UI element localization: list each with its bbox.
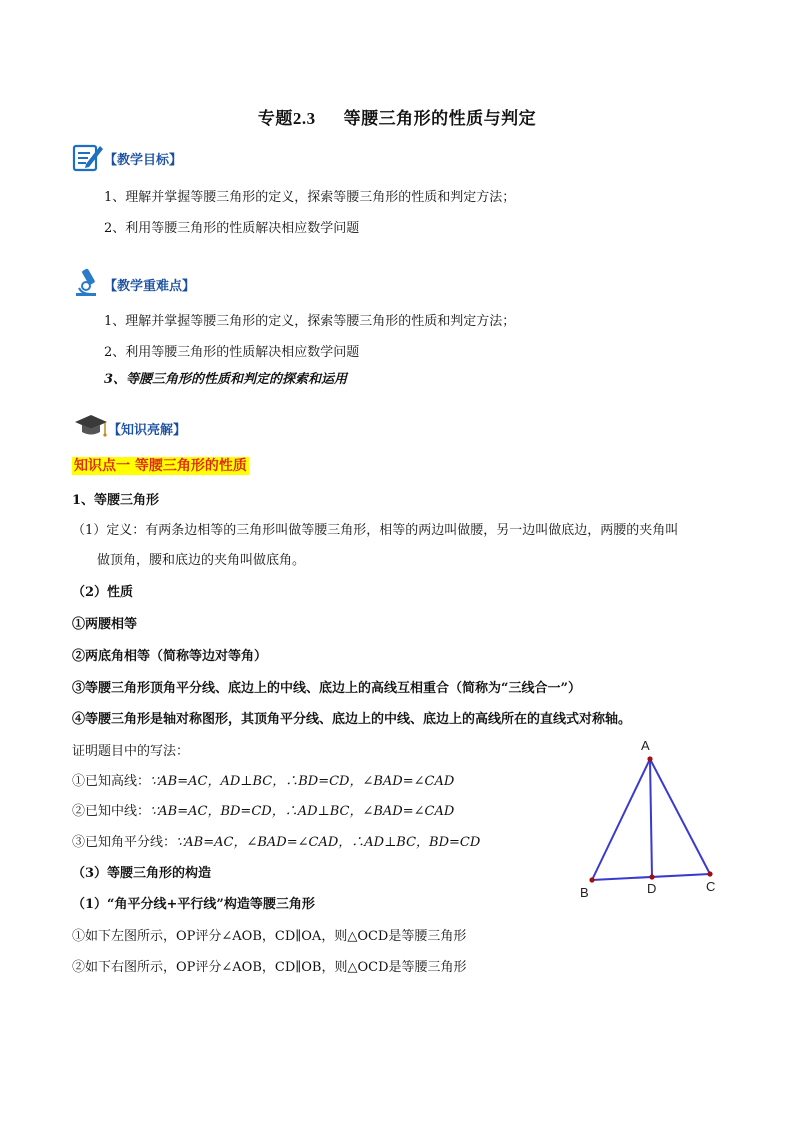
proof-bisector-expr: ∵AB=AC，∠BAD=∠CAD，∴AD⊥BC，BD=CD bbox=[176, 835, 481, 850]
property-4: ④等腰三角形是轴对称图形，其顶角平分线、底边上的中线、底边上的高线所在的直线式对称轴。 bbox=[72, 712, 632, 727]
point-b bbox=[589, 877, 594, 882]
key-point-1: 1、理解并掌握等腰三角形的定义，探索等腰三角形的性质和判定方法； bbox=[104, 314, 516, 329]
definition-line-2: 做顶角，腰和底边的夹角叫做底角。 bbox=[97, 553, 306, 568]
graduation-cap-icon bbox=[73, 412, 109, 444]
definition-line-1: （1）定义：有两条边相等的三角形叫做等腰三角形，相等的两边叫做腰，另一边叫做底边，两腰的夹角叫 bbox=[72, 523, 679, 538]
construct-subheading: （1）“角平分线+平行线”构造等腰三角形 bbox=[72, 897, 315, 912]
construct-heading: （3）等腰三角形的构造 bbox=[72, 866, 212, 881]
point-c bbox=[707, 871, 712, 876]
title-number: 2.3 bbox=[292, 109, 316, 128]
proof-bisector-label: ③已知角平分线： bbox=[72, 835, 177, 850]
label-c: C bbox=[706, 879, 716, 894]
microscope-icon bbox=[72, 266, 104, 302]
proof-median-label: ②已知中线： bbox=[72, 804, 151, 819]
side-ab bbox=[592, 759, 650, 880]
notepad-pencil-icon bbox=[72, 142, 104, 176]
proof-altitude-label: ①已知高线： bbox=[72, 774, 151, 789]
subsection-isosceles: 1、等腰三角形 bbox=[72, 493, 160, 508]
page-title bbox=[0, 104, 794, 129]
proof-altitude-expr: ∵AB=AC，AD⊥BC，∴BD=CD，∠BAD=∠CAD bbox=[150, 774, 455, 789]
properties-heading: （2）性质 bbox=[72, 585, 134, 600]
key-point-2: 2、利用等腰三角形的性质解决相应数学问题 bbox=[104, 345, 360, 360]
knowledge-point-title-wrap bbox=[72, 455, 249, 475]
proof-bisector bbox=[72, 831, 480, 850]
key-points-heading: 【教学重难点】 bbox=[104, 279, 196, 294]
title-text: 等腰三角形的性质与判定 bbox=[343, 109, 537, 129]
property-3: ③等腰三角形顶角平分线、底边上的中线、底边上的高线互相重合（简称为“三线合一”） bbox=[72, 681, 581, 696]
proof-median bbox=[72, 800, 454, 819]
construct-item-1: ①如下左图所示，OP评分∠AOB，CD∥OA，则△OCD是等腰三角形 bbox=[72, 929, 467, 944]
title-prefix: 专题 bbox=[257, 109, 293, 129]
side-ac bbox=[650, 759, 710, 874]
label-b: B bbox=[580, 885, 589, 900]
isosceles-triangle-figure bbox=[570, 736, 730, 902]
segment-ad bbox=[650, 759, 652, 877]
proof-heading: 证明题目中的写法： bbox=[72, 744, 190, 759]
proof-median-expr: ∵AB=AC，BD=CD，∴AD⊥BC，∠BAD=∠CAD bbox=[150, 804, 455, 819]
property-2: ②两底角相等（简称等边对等角） bbox=[72, 649, 268, 664]
point-a bbox=[647, 756, 652, 761]
construct-item-2: ②如下右图所示，OP评分∠AOB，CD∥OB，则△OCD是等腰三角形 bbox=[72, 960, 467, 975]
knowledge-heading: 【知识亮解】 bbox=[108, 423, 187, 438]
label-a: A bbox=[641, 738, 650, 753]
label-d: D bbox=[647, 881, 657, 896]
goals-heading: 【教学目标】 bbox=[104, 153, 183, 168]
knowledge-point-title: 知识点一 等腰三角形的性质 bbox=[74, 458, 247, 474]
key-point-3: 3、等腰三角形的性质和判定的探索和运用 bbox=[104, 372, 348, 387]
goal-item-2: 2、利用等腰三角形的性质解决相应数学问题 bbox=[104, 221, 360, 236]
proof-altitude bbox=[72, 770, 454, 789]
point-d bbox=[649, 874, 654, 879]
goal-item-1: 1、理解并掌握等腰三角形的定义，探索等腰三角形的性质和判定方法； bbox=[104, 190, 516, 205]
property-1: ①两腰相等 bbox=[72, 617, 138, 632]
